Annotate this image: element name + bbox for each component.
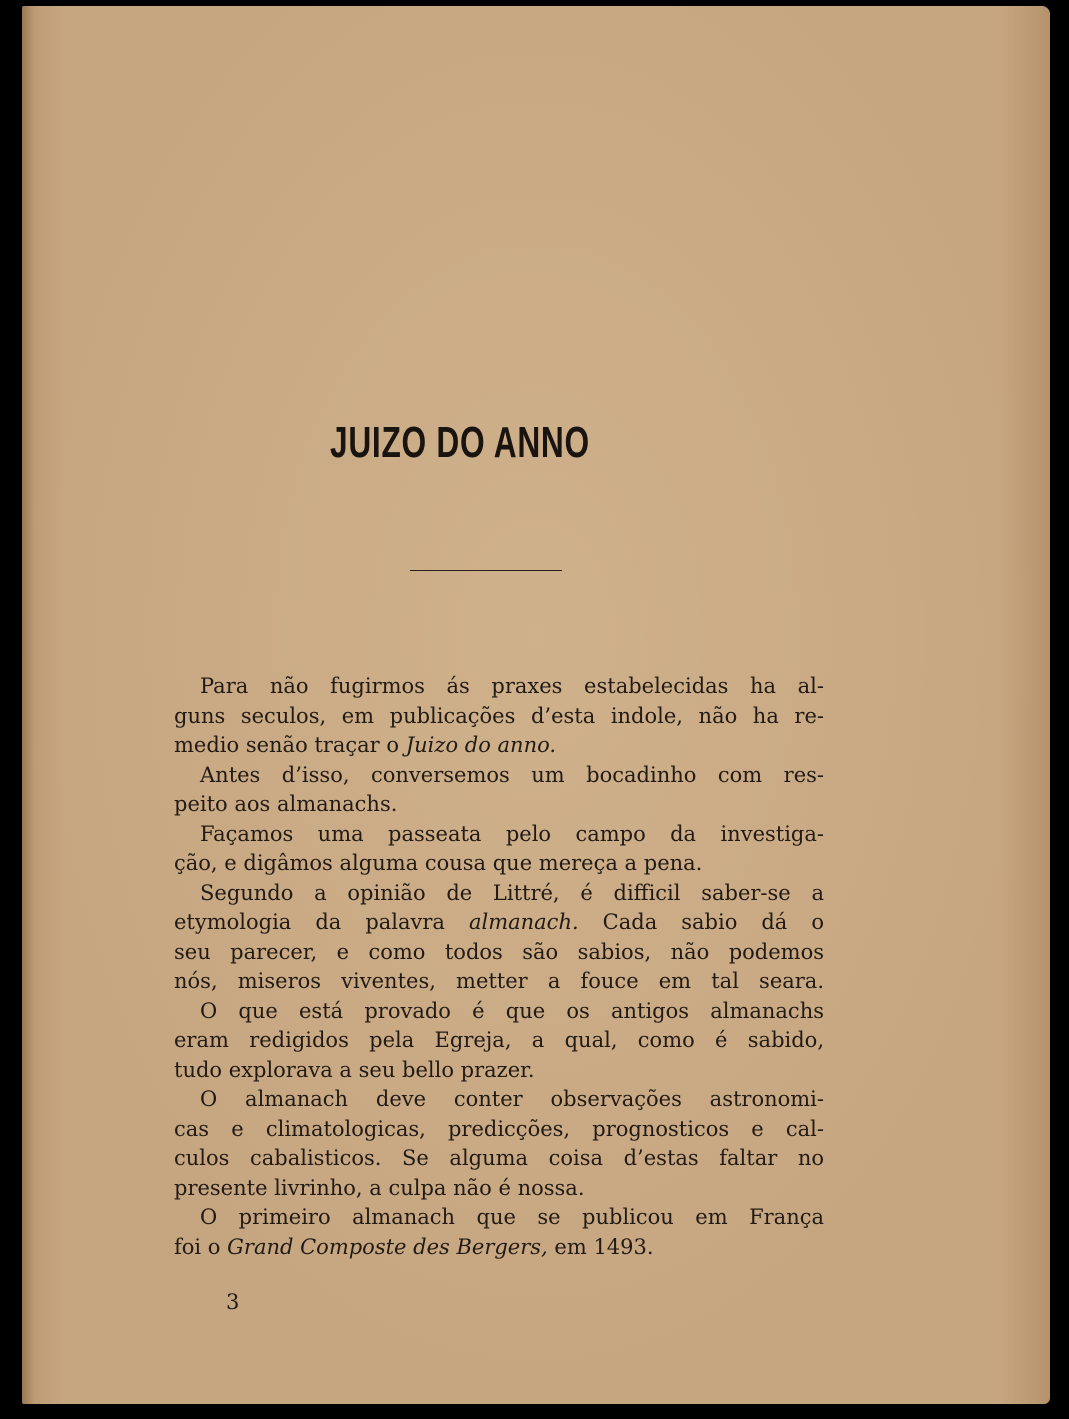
text-line [174, 731, 824, 761]
text-span: Cada sabio dá o [602, 910, 824, 934]
text-line: peito aos almanachs. [174, 792, 398, 816]
text-line [174, 1233, 824, 1263]
text-line: culos cabalisticos. Se alguma coisa d’estas faltar no [174, 1146, 824, 1170]
text-line: Antes d’isso, conversemos um bocadinho com res- [200, 762, 824, 787]
text-line: guns seculos, em publicações d’esta indole, não ha re- [174, 703, 824, 728]
text-line: cas e climatologicas, predicções, prognosticos e cal- [174, 1116, 824, 1141]
text-line [174, 908, 824, 938]
text-line: Segundo a opinião de Littré, é difficil saber-se a [200, 880, 824, 905]
italic-title-span: Juizo do anno. [405, 733, 557, 757]
page-fold-shadow [22, 6, 34, 1404]
text-span: em 1493. [554, 1234, 654, 1259]
page-number: 3 [226, 1290, 240, 1314]
text-line: O que está provado é que os antigos almanachs [200, 998, 824, 1023]
text-line: Façamos uma passeata pelo campo da investiga- [200, 821, 824, 846]
italic-word-span: almanach. [468, 910, 579, 934]
text-line: eram redigidos pela Egreja, a qual, como é sabido, [174, 1028, 824, 1052]
text-line: presente livrinho, a culpa não é nossa. [174, 1175, 585, 1200]
text-line: seu parecer, e como todos são sabios, não podemos [174, 939, 824, 964]
text-line: O almanach deve conter observações astronomi- [200, 1087, 824, 1111]
italic-title-span: Grand Composte des Bergers, [227, 1234, 548, 1259]
title-divider [410, 570, 562, 571]
text-span: foi o [174, 1234, 221, 1259]
text-span: medio senão traçar o [174, 733, 400, 757]
text-line: Para não fugirmos ás praxes estabelecidas ha al- [200, 674, 824, 698]
text-line: ção, e digâmos alguma cousa que mereça a pena. [174, 851, 703, 875]
text-line: nós, miseros viventes, metter a fouce em tal seara. [174, 969, 824, 993]
text-line: O primeiro almanach que se publicou em França [200, 1205, 824, 1229]
text-line: tudo explorava a seu bello prazer. [174, 1057, 535, 1082]
body-text [174, 672, 824, 1262]
text-span: etymologia da palavra [174, 910, 445, 934]
chapter-title: JUIZO DO ANNO [330, 418, 590, 467]
